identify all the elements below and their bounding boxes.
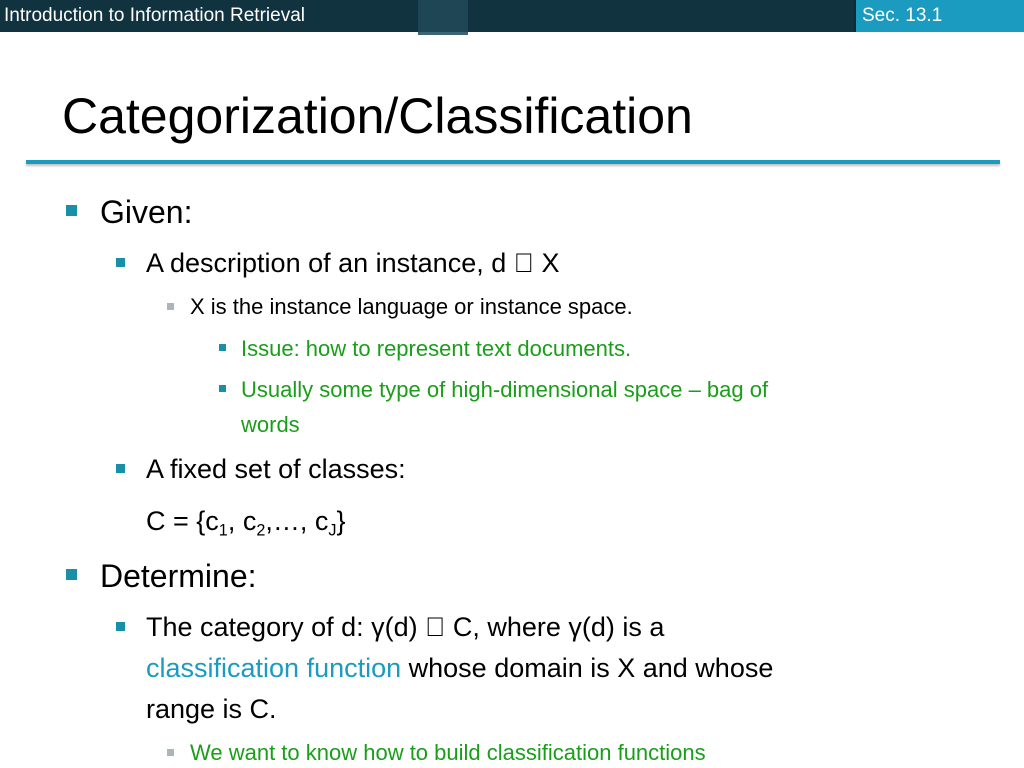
category-line2-rest: whose domain is X and whose [401, 653, 774, 683]
bullet-instance-language: X is the instance language or instance space. [190, 294, 633, 319]
header-tab-marker [418, 0, 468, 35]
bullet-marker [116, 258, 125, 267]
slide-title: Categorization/Classification [62, 88, 693, 144]
bullet-fixed-set: A fixed set of classes: [146, 454, 406, 484]
bullet-usually-line2: words [241, 412, 300, 437]
bullet-marker [167, 749, 174, 756]
bullet-determine: Determine: [100, 558, 257, 594]
formula-prefix: C = {c [146, 506, 219, 536]
subscript-j: J [328, 521, 337, 540]
bullet-category-line3: range is C. [146, 694, 277, 724]
formula-sep1: , c [227, 506, 257, 536]
subscript-2: 2 [256, 521, 266, 540]
section-badge [854, 0, 1024, 32]
classes-set-formula [146, 501, 345, 541]
bullet-category-line2 [146, 648, 773, 688]
formula-suffix: } [336, 506, 346, 536]
subscript-1: 1 [218, 521, 228, 540]
bullet-given: Given: [100, 194, 193, 230]
bullet-marker [66, 569, 77, 580]
formula-sep2: ,…, c [265, 506, 329, 536]
bullet-usually-line1: Usually some type of high-dimensional space – bag of [241, 377, 769, 402]
classification-function-term: classification function [146, 653, 402, 683]
bullet-category-line1: The category of d: γ(d) C, where γ(d) is a [146, 612, 637, 642]
bullet-marker [66, 205, 77, 216]
bullet-we-want: We want to know how to build classification functions [190, 740, 706, 765]
title-divider [26, 160, 1000, 164]
bullet-marker [116, 622, 125, 631]
header-bar [0, 0, 1024, 32]
bullet-description: A description of an instance, d X [146, 248, 532, 278]
bullet-marker [219, 385, 226, 392]
bullet-issue: Issue: how to represent text documents. [241, 336, 632, 361]
course-title: Introduction to Information Retrieval [4, 5, 305, 26]
bullet-marker [167, 303, 174, 310]
section-label: Sec. 13.1 [862, 5, 943, 26]
bullet-marker [116, 464, 125, 473]
bullet-marker [219, 344, 226, 351]
